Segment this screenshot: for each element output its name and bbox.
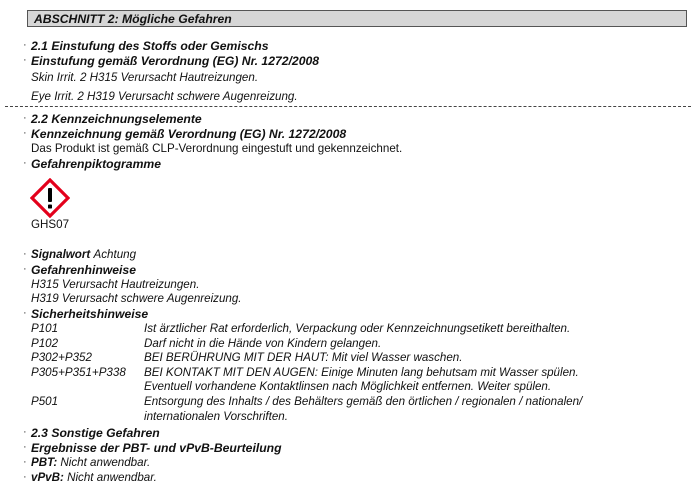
section-header — [27, 10, 687, 27]
safety-code: P102 — [31, 337, 59, 350]
bullet-dot: · — [23, 307, 27, 319]
safety-text: BEI BERÜHRUNG MIT DER HAUT: Mit viel Wasser waschen. — [144, 351, 463, 364]
dashed-divider — [5, 106, 691, 107]
classification-skin: Skin Irrit. 2 H315 Verursacht Hautreizungen. — [31, 71, 259, 84]
signal-label: Signalwort — [31, 248, 91, 261]
subheading-kennzeichnung: Kennzeichnung gemäß Verordnung (EG) Nr. 1272/2008 — [31, 127, 347, 141]
pictogram-code: GHS07 — [31, 218, 70, 231]
bullet-dot: · — [23, 441, 27, 453]
bullet-dot: · — [23, 426, 27, 438]
safety-code: P302+P352 — [31, 351, 92, 364]
bullet-dot: · — [23, 471, 27, 483]
safety-text: Ist ärztlicher Rat erforderlich, Verpackung oder Kennzeichnungsetikett bereithalten. — [144, 322, 571, 335]
safety-code: P501 — [31, 395, 59, 408]
heading-2-3: 2.3 Sonstige Gefahren — [31, 426, 160, 440]
pbt-line — [31, 457, 150, 469]
pbt-value: Nicht anwendbar. — [60, 456, 151, 469]
heading-2-1: 2.1 Einstufung des Stoffs oder Gemischs — [31, 39, 269, 53]
vpvb-label: vPvB: — [31, 471, 64, 484]
signal-word — [31, 249, 136, 261]
heading-2-2: 2.2 Kennzeichnungselemente — [31, 112, 202, 126]
bullet-dot: · — [23, 54, 27, 66]
bullet-dot: · — [23, 456, 27, 468]
pbt-label: PBT: — [31, 456, 58, 469]
bullet-dot: · — [23, 39, 27, 51]
safety-text: Darf nicht in die Hände von Kindern gelangen. — [144, 337, 382, 350]
pictograms-label: Gefahrenpiktogramme — [31, 157, 162, 171]
clp-note: Das Produkt ist gemäß CLP-Verordnung eingestuft und gekennzeichnet. — [31, 142, 403, 155]
vpvb-line — [31, 472, 157, 484]
signal-value: Achtung — [93, 248, 137, 261]
bullet-dot: · — [23, 127, 27, 139]
bullet-dot: · — [23, 263, 27, 275]
section-title: ABSCHNITT 2: Mögliche Gefahren — [34, 12, 232, 26]
exclamation-mark-diamond-icon — [30, 178, 70, 218]
safety-label: Sicherheitshinweise — [31, 307, 149, 321]
pbt-heading: Ergebnisse der PBT- und vPvB-Beurteilung — [31, 441, 282, 455]
hazard-label: Gefahrenhinweise — [31, 263, 136, 277]
hazard-statement: H319 Verursacht schwere Augenreizung. — [31, 292, 242, 305]
subheading-einstufung: Einstufung gemäß Verordnung (EG) Nr. 1272/2008 — [31, 54, 320, 68]
safety-text: Eventuell vorhandene Kontaktlinsen nach Möglichkeit entfernen. Weiter spülen. — [144, 380, 552, 393]
hazard-statement: H315 Verursacht Hautreizungen. — [31, 278, 200, 291]
bullet-dot: · — [23, 112, 27, 124]
classification-eye: Eye Irrit. 2 H319 Verursacht schwere Augenreizung. — [31, 90, 298, 103]
safety-text: BEI KONTAKT MIT DEN AUGEN: Einige Minuten lang behutsam mit Wasser spülen. — [144, 366, 579, 379]
safety-code: P101 — [31, 322, 59, 335]
bullet-dot: · — [23, 157, 27, 169]
safety-code: P305+P351+P338 — [31, 366, 126, 379]
safety-text: Entsorgung des Inhalts / des Behälters gemäß den örtlichen / regionalen / nationalen/ — [144, 395, 583, 408]
safety-text: internationalen Vorschriften. — [144, 410, 288, 423]
bullet-dot: · — [23, 248, 27, 260]
vpvb-value: Nicht anwendbar. — [67, 471, 157, 484]
